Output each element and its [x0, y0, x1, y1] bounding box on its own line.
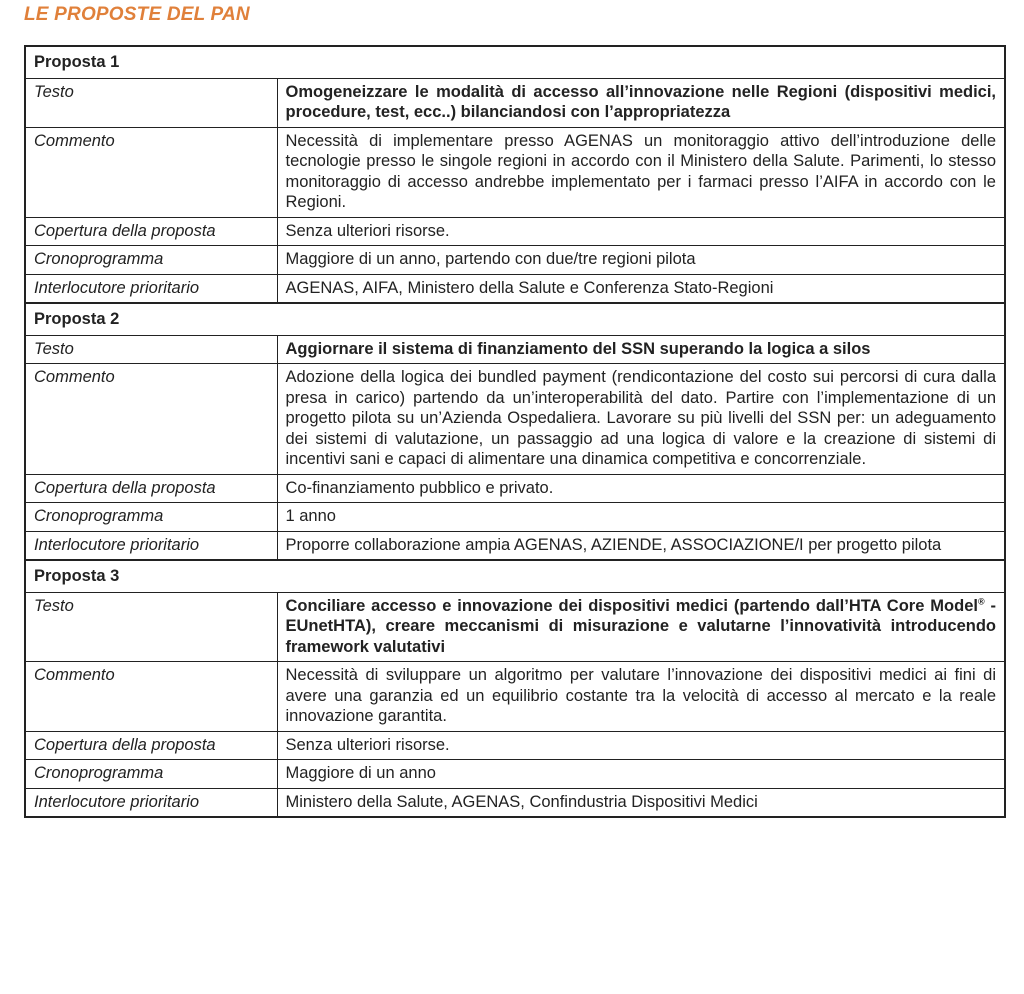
proposal-3-heading: Proposta 3 — [25, 560, 1005, 592]
copertura-label: Copertura della proposta — [25, 731, 277, 760]
testo-label: Testo — [25, 592, 277, 662]
proposal-1-cronoprogramma-row — [25, 246, 1005, 275]
proposal-1-copertura-row — [25, 217, 1005, 246]
copertura-label: Copertura della proposta — [25, 217, 277, 246]
proposal-3-testo-row — [25, 592, 1005, 662]
proposal-2-header-row — [25, 303, 1005, 335]
proposal-3-copertura: Senza ulteriori risorse. — [277, 731, 1005, 760]
commento-label: Commento — [25, 127, 277, 217]
proposal-1-testo: Omogeneizzare le modalità di accesso all’innovazione nelle Regioni (dispositivi medici, procedure, test, ecc..) bilanciandosi con l’appropriatezza — [277, 78, 1005, 127]
proposal-1-heading: Proposta 1 — [25, 46, 1005, 78]
proposal-2-testo-row — [25, 335, 1005, 364]
proposal-2-heading: Proposta 2 — [25, 303, 1005, 335]
proposal-1-copertura: Senza ulteriori risorse. — [277, 217, 1005, 246]
proposal-2-interlocutore: Proporre collaborazione ampia AGENAS, AZIENDE, ASSOCIAZIONE/I per progetto pilota — [277, 531, 1005, 560]
interlocutore-label: Interlocutore prioritario — [25, 531, 277, 560]
testo-label: Testo — [25, 78, 277, 127]
proposal-2-interlocutore-row — [25, 531, 1005, 560]
cronoprogramma-label: Cronoprogramma — [25, 760, 277, 789]
proposal-3-testo-part2: - EUnetHTA), creare meccanismi di misurazione e valutarne l’innovatività introducendo framework valutativi — [285, 596, 996, 656]
proposal-3-commento: Necessità di sviluppare un algoritmo per valutare l’innovazione dei dispositivi medici ai fini di avere una garanzia ed un equilibrio costante tra la velocità di accesso al mercato e la reale innovazione garantita. — [277, 662, 1005, 732]
proposal-3-cronoprogramma-row — [25, 760, 1005, 789]
commento-label: Commento — [25, 364, 277, 475]
interlocutore-label: Interlocutore prioritario — [25, 274, 277, 303]
proposal-3-commento-row — [25, 662, 1005, 732]
proposal-1-interlocutore: AGENAS, AIFA, Ministero della Salute e Conferenza Stato-Regioni — [277, 274, 1005, 303]
proposal-1-interlocutore-row — [25, 274, 1005, 303]
proposal-2-commento: Adozione della logica dei bundled payment (rendicontazione del costo sui percorsi di cura dalla presa in carico) partendo da un’interoperabilità del dato. Partire con l’implementazione di un progetto pilota su un’Azienda Ospedaliera. Lavorare su più livelli del SSN per: un adeguamento dei sistemi di valutazione, un passaggio ad una logica di valore e la creazione di sistemi di incentivi sani e capaci di alimentare una dinamica competitiva e concorrenziale. — [277, 364, 1005, 475]
cronoprogramma-label: Cronoprogramma — [25, 246, 277, 275]
proposal-2-testo: Aggiornare il sistema di finanziamento del SSN superando la logica a silos — [277, 335, 1005, 364]
proposal-3-testo-part1: Conciliare accesso e innovazione dei dispositivi medici (partendo dall’HTA Core Model — [285, 596, 978, 615]
interlocutore-label: Interlocutore prioritario — [25, 788, 277, 817]
page-title: LE PROPOSTE DEL PAN — [24, 4, 250, 25]
proposal-3-interlocutore: Ministero della Salute, AGENAS, Confindustria Dispositivi Medici — [277, 788, 1005, 817]
proposal-2-cronoprogramma: 1 anno — [277, 503, 1005, 532]
cronoprogramma-label: Cronoprogramma — [25, 503, 277, 532]
proposal-3-interlocutore-row — [25, 788, 1005, 817]
proposal-3-copertura-row — [25, 731, 1005, 760]
proposal-2-copertura-row — [25, 474, 1005, 503]
proposal-3-testo — [277, 592, 1005, 662]
proposal-2-commento-row — [25, 364, 1005, 475]
proposal-1-header-row — [25, 46, 1005, 78]
proposal-3-cronoprogramma: Maggiore di un anno — [277, 760, 1005, 789]
proposal-3-header-row — [25, 560, 1005, 592]
proposals-table — [24, 45, 1006, 818]
proposal-1-testo-row — [25, 78, 1005, 127]
proposal-1-cronoprogramma: Maggiore di un anno, partendo con due/tre regioni pilota — [277, 246, 1005, 275]
registered-mark: ® — [977, 596, 985, 606]
copertura-label: Copertura della proposta — [25, 474, 277, 503]
testo-label: Testo — [25, 335, 277, 364]
proposal-1-commento: Necessità di implementare presso AGENAS un monitoraggio attivo dell’introduzione delle tecnologie presso le singole regioni in accordo con il Ministero della Salute. Parimenti, lo stesso monitoraggio di accesso andrebbe implementato per i farmaci presso l’AIFA in accordo con le Regioni. — [277, 127, 1005, 217]
proposal-2-cronoprogramma-row — [25, 503, 1005, 532]
commento-label: Commento — [25, 662, 277, 732]
proposal-2-copertura: Co-finanziamento pubblico e privato. — [277, 474, 1005, 503]
proposal-1-commento-row — [25, 127, 1005, 217]
